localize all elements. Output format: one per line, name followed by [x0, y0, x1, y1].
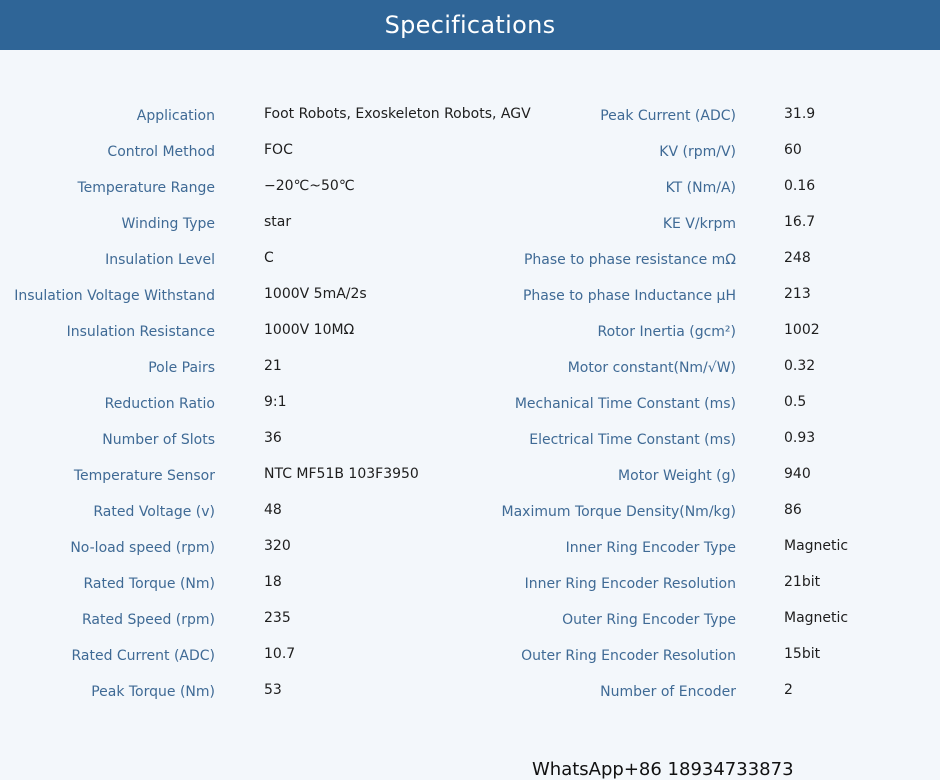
spec-value: 18	[264, 574, 282, 590]
spec-label: Temperature Sensor	[73, 468, 215, 484]
page-title: Specifications	[384, 11, 556, 39]
spec-row	[0, 284, 940, 308]
specifications-header	[0, 0, 940, 50]
spec-value: 1002	[784, 322, 820, 338]
spec-value: 2	[784, 682, 793, 698]
spec-value: 1000V 5mA/2s	[264, 286, 367, 302]
spec-row	[0, 572, 940, 596]
spec-row	[0, 644, 940, 668]
spec-value: 48	[264, 502, 282, 518]
spec-value: 0.5	[784, 394, 807, 410]
spec-value: 0.93	[784, 430, 816, 446]
spec-label: Rated Torque (Nm)	[83, 576, 215, 592]
spec-label: KV (rpm/V)	[659, 144, 736, 160]
spec-row	[0, 356, 940, 380]
spec-value: 1000V 10MΩ	[264, 322, 355, 338]
spec-row	[0, 320, 940, 344]
spec-row	[0, 104, 940, 128]
spec-row	[0, 140, 940, 164]
spec-row	[0, 500, 940, 524]
spec-label: Inner Ring Encoder Type	[565, 540, 736, 556]
spec-row	[0, 680, 940, 704]
spec-label: Peak Torque (Nm)	[91, 684, 215, 700]
spec-value: 36	[264, 430, 282, 446]
spec-value: Magnetic	[784, 538, 849, 554]
spec-label: Maximum Torque Density(Nm/kg)	[501, 504, 736, 520]
spec-label: Number of Slots	[102, 432, 215, 448]
spec-label: Control Method	[107, 144, 215, 160]
spec-value: 940	[784, 466, 811, 482]
spec-value: 16.7	[784, 214, 816, 230]
spec-row	[0, 428, 940, 452]
spec-value: 9:1	[264, 394, 287, 410]
spec-value: 213	[784, 286, 811, 302]
spec-row	[0, 608, 940, 632]
spec-label: Phase to phase Inductance μH	[522, 288, 736, 304]
spec-label: Peak Current (ADC)	[600, 108, 736, 124]
spec-label: Number of Encoder	[600, 684, 736, 700]
spec-value: 21	[264, 358, 282, 374]
spec-label: Motor constant(Nm/√W)	[567, 360, 736, 376]
spec-value: 248	[784, 250, 811, 266]
spec-row	[0, 248, 940, 272]
spec-value: 21bit	[784, 574, 821, 590]
spec-value: 60	[784, 142, 802, 158]
spec-label: Inner Ring Encoder Resolution	[524, 576, 736, 592]
spec-value: 320	[264, 538, 291, 554]
spec-label: Phase to phase resistance mΩ	[523, 252, 736, 268]
spec-value: FOC	[264, 142, 293, 158]
spec-label: Motor Weight (g)	[618, 468, 736, 484]
spec-row	[0, 392, 940, 416]
spec-value: 31.9	[784, 106, 816, 122]
spec-label: KE V/krpm	[662, 216, 736, 232]
spec-value: −20℃~50℃	[264, 178, 355, 194]
spec-row	[0, 212, 940, 236]
spec-value: NTC MF51B 103F3950	[264, 466, 419, 482]
spec-row	[0, 464, 940, 488]
spec-value: 15bit	[784, 646, 821, 662]
spec-label: Insulation Resistance	[66, 324, 215, 340]
spec-label: Insulation Level	[105, 252, 215, 268]
spec-value: 86	[784, 502, 802, 518]
spec-label: Outer Ring Encoder Type	[562, 612, 736, 628]
spec-label: KT (Nm/A)	[665, 180, 736, 196]
spec-value: star	[264, 214, 292, 230]
spec-row	[0, 536, 940, 560]
spec-value: C	[264, 250, 274, 266]
spec-label: Rated Speed (rpm)	[82, 612, 215, 628]
spec-label: Application	[136, 108, 215, 124]
spec-value: 53	[264, 682, 282, 698]
spec-row	[0, 176, 940, 200]
spec-label: Pole Pairs	[148, 360, 215, 376]
spec-value: Magnetic	[784, 610, 849, 626]
spec-value: 235	[264, 610, 291, 626]
spec-value: 0.32	[784, 358, 816, 374]
spec-value: 0.16	[784, 178, 816, 194]
spec-label: Rated Voltage (v)	[93, 504, 215, 520]
spec-label: No-load speed (rpm)	[70, 540, 215, 556]
spec-label: Temperature Range	[77, 180, 215, 196]
spec-value: Foot Robots, Exoskeleton Robots, AGV	[264, 106, 531, 122]
spec-label: Electrical Time Constant (ms)	[529, 432, 736, 448]
spec-label: Rated Current (ADC)	[71, 648, 215, 664]
spec-label: Winding Type	[121, 216, 215, 232]
whatsapp-contact: WhatsApp+86 18934733873	[532, 759, 794, 780]
spec-label: Reduction Ratio	[104, 396, 215, 412]
spec-label: Rotor Inertia (gcm²)	[597, 324, 736, 340]
spec-label: Mechanical Time Constant (ms)	[514, 396, 736, 412]
specifications-table	[0, 50, 940, 780]
spec-value: 10.7	[264, 646, 296, 662]
spec-label: Outer Ring Encoder Resolution	[521, 648, 736, 664]
spec-label: Insulation Voltage Withstand	[14, 288, 215, 304]
